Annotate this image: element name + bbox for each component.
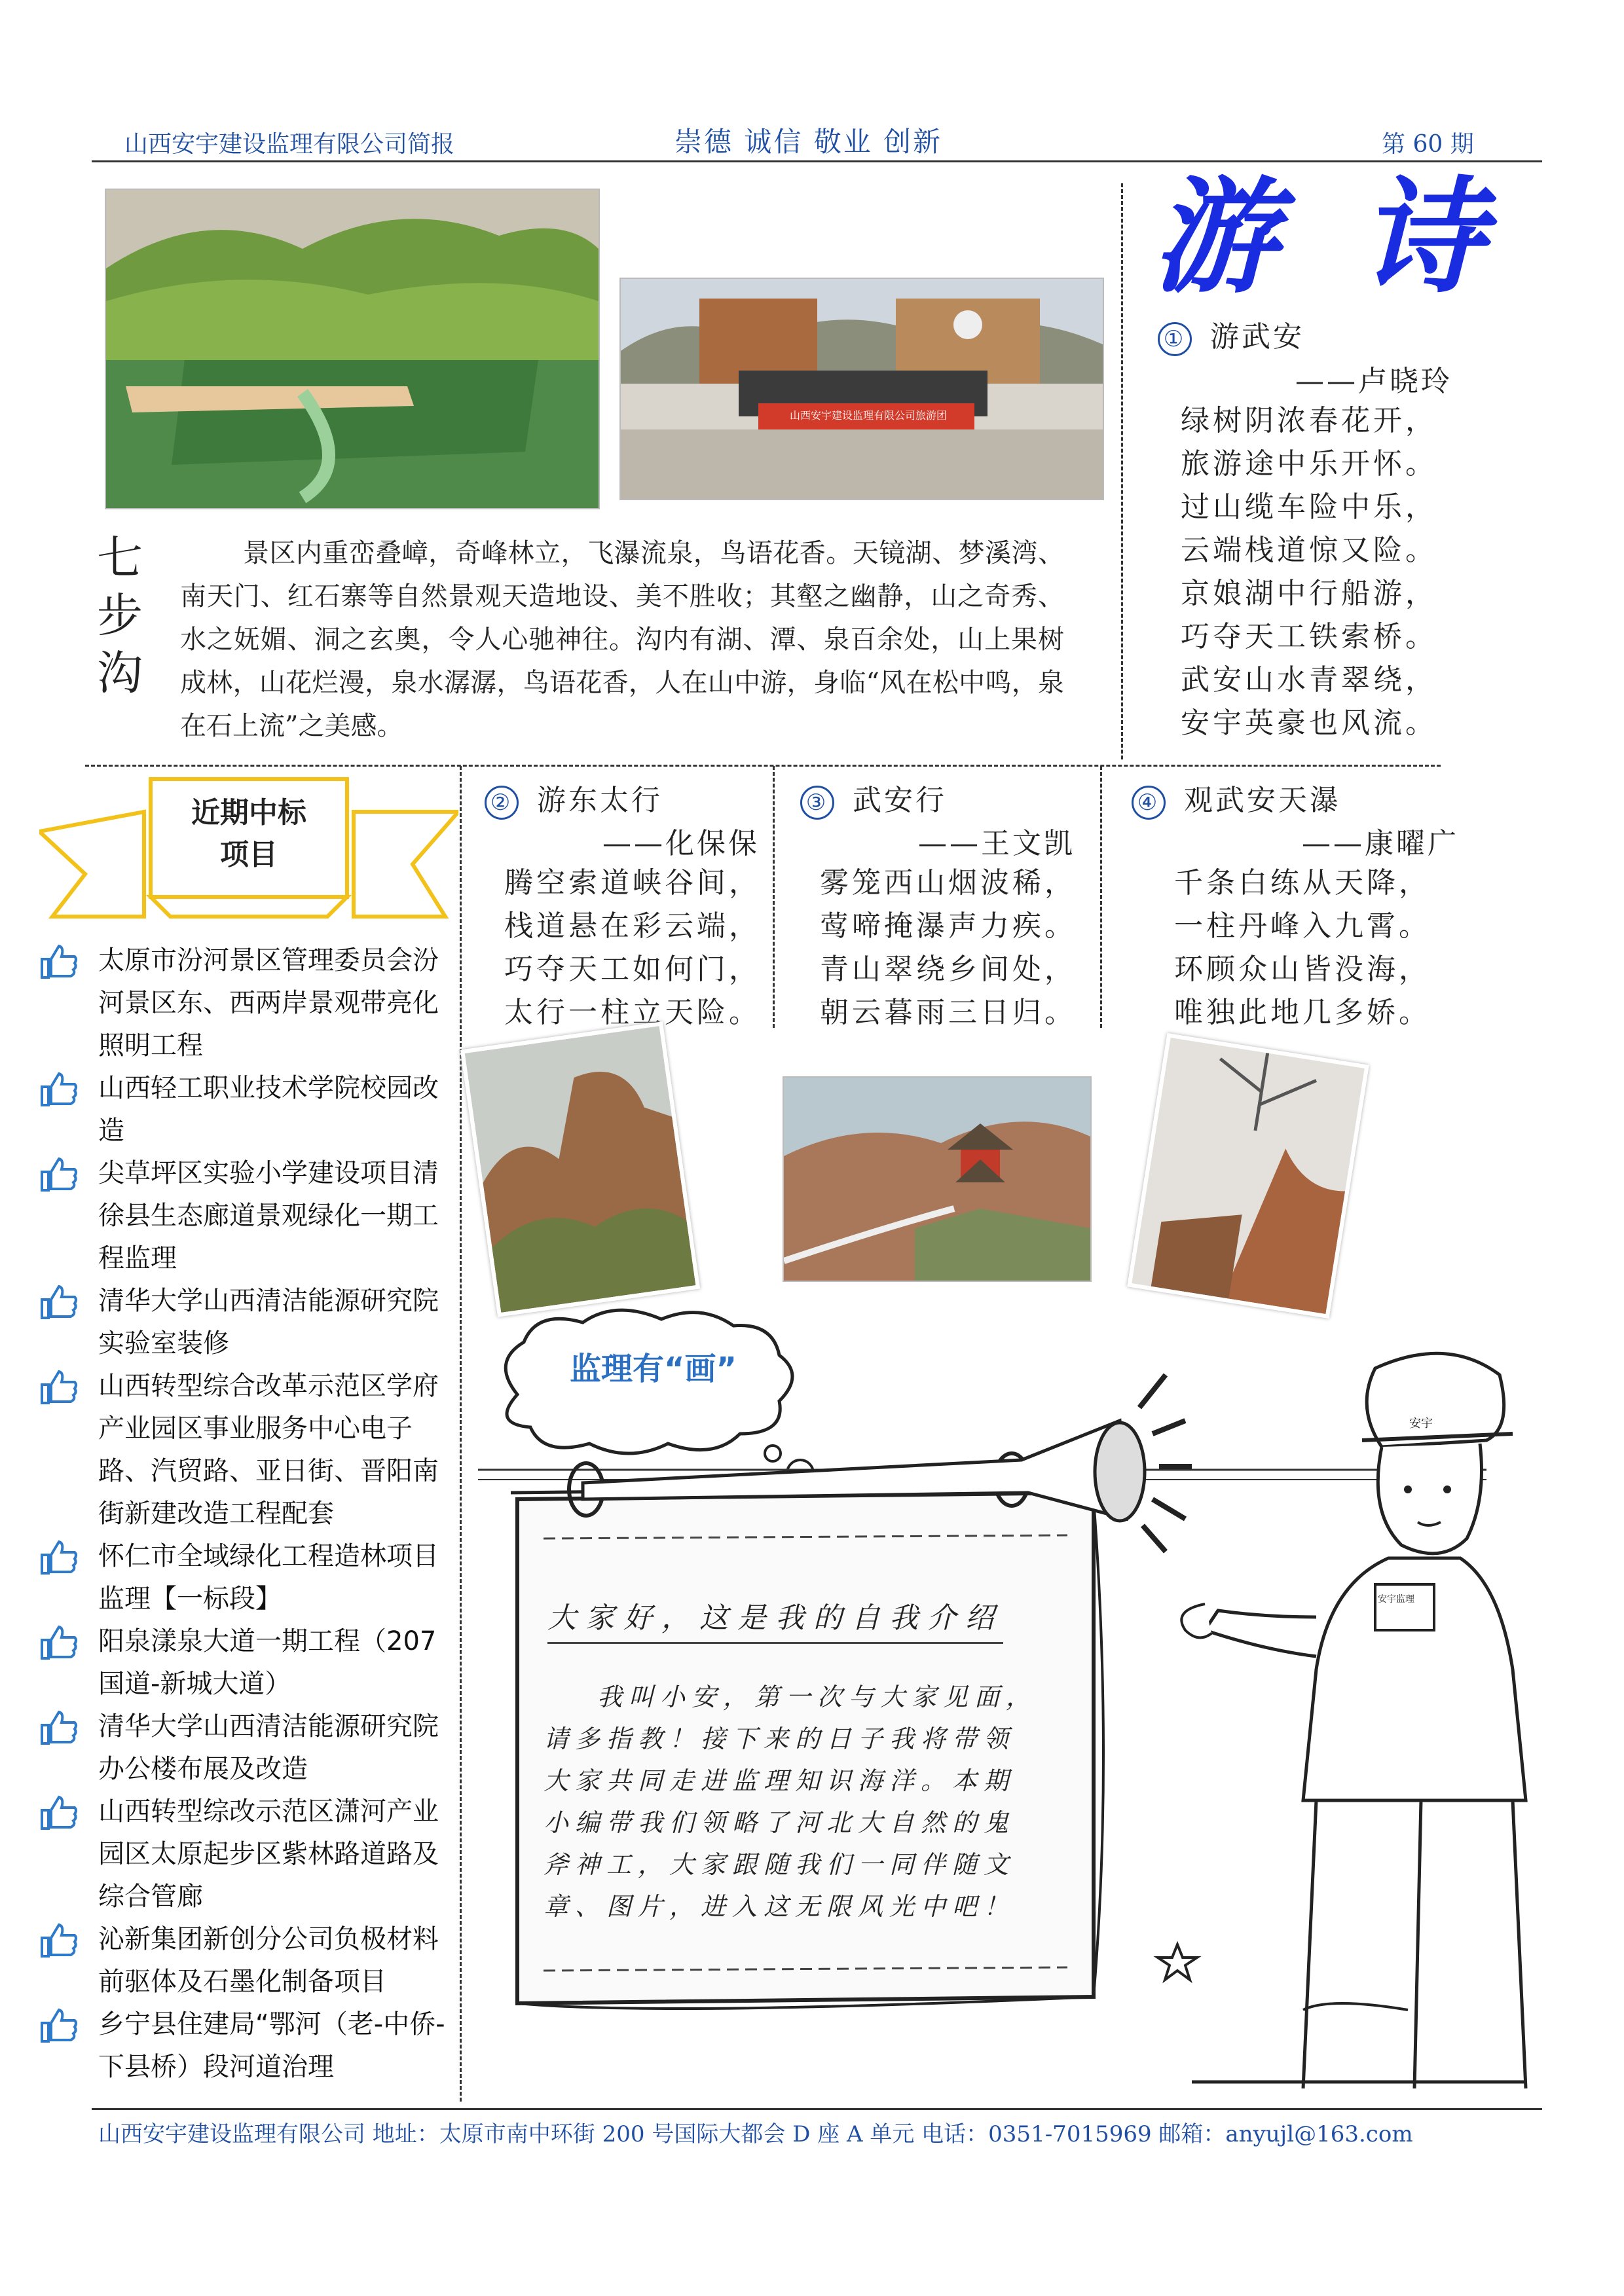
bid-item bbox=[39, 1791, 458, 1918]
poem-2-title bbox=[485, 776, 760, 820]
poem-3-title-text: 武安行 bbox=[853, 784, 947, 817]
poem-line: 千条白练从天降， bbox=[1174, 866, 1431, 900]
poem-line: 过山缆车险中乐， bbox=[1181, 490, 1437, 524]
comic-line: 我叫小安，第一次与大家见面， bbox=[597, 1683, 1038, 1711]
bid-item bbox=[39, 1918, 458, 2003]
poem-line: 雾笼西山烟波稀， bbox=[820, 866, 1077, 900]
thumbs-up-icon bbox=[39, 1284, 79, 1321]
header-motto: 崇德 诚信 敬业 创新 bbox=[674, 126, 943, 158]
poem-3-title bbox=[800, 776, 1075, 820]
waterfall-photo bbox=[1127, 1033, 1369, 1319]
travel-paragraph: 景区内重峦叠嶂，奇峰林立，飞瀑流泉，鸟语花香。天镜湖、梦溪湾、南天门、红石寨等自然景观天造地设、美不胜收；其壑之幽静，山之奇秀、水之妩媚、洞之玄奥，令人心驰神往。沟内有湖、潭、泉百余处，山上果树成林，山花烂漫，泉水潺潺，鸟语花香，人在山中游，身临“风在松中鸣，泉在石上流”之美感。 bbox=[180, 538, 1064, 741]
bid-item bbox=[39, 2003, 458, 2088]
bid-text: 乡宁县住建局“鄂河（老-中侨-下县桥）段河道治理 bbox=[98, 2009, 445, 2082]
comic-line: 大家共同走进监理知识海洋。本期 bbox=[544, 1766, 1016, 1795]
comic-intro-title: 大家好，这是我的自我介绍 bbox=[547, 1597, 1003, 1644]
poem-3-author: ——王文凯 bbox=[918, 826, 1075, 860]
poem-line: 青山翠绕乡间处， bbox=[820, 952, 1077, 986]
poem-1-title-text: 游武安 bbox=[1210, 320, 1304, 354]
poem-1 bbox=[1158, 313, 1452, 745]
poem-divider bbox=[1100, 766, 1102, 1028]
poetry-divider bbox=[1121, 183, 1123, 759]
bid-item bbox=[39, 1152, 458, 1280]
poem-line: 旅游途中乐开怀。 bbox=[1181, 446, 1437, 481]
helmet-label: 安宇 bbox=[1409, 1417, 1433, 1430]
thumbs-up-icon bbox=[39, 1922, 79, 1959]
poem-2-title-text: 游东太行 bbox=[537, 784, 663, 817]
bid-text: 尖草坪区实验小学建设项目清徐县生态廊道景观绿化一期工程监理 bbox=[98, 1158, 439, 1273]
thumbs-up-icon bbox=[39, 1539, 79, 1576]
poem-line: 京娘湖中行船游， bbox=[1181, 576, 1437, 610]
thumbs-up-icon bbox=[39, 1369, 79, 1406]
poem-line: 安宇英豪也风流。 bbox=[1181, 706, 1437, 740]
poem-4-title-text: 观武安天瀑 bbox=[1184, 784, 1341, 817]
section-divider bbox=[85, 765, 1441, 767]
poem-1-number: ① bbox=[1158, 322, 1192, 356]
poem-line: 栈道悬在彩云端， bbox=[504, 909, 761, 943]
poem-line: 环顾众山皆没海， bbox=[1174, 952, 1431, 986]
poem-4-title bbox=[1132, 776, 1459, 820]
thumbs-up-icon bbox=[39, 1709, 79, 1746]
bids-title-line: 近期中标 bbox=[191, 796, 306, 829]
header-rule bbox=[92, 160, 1542, 162]
footer-text: 山西安宇建设监理有限公司 地址：太原市南中环街 200 号国际大都会 D 座 A 单元 电话：0351-7015969 邮箱：anyujl@163.com bbox=[98, 2121, 1413, 2147]
poem-line: 腾空索道峡谷间， bbox=[504, 866, 761, 900]
cliff-photo bbox=[460, 1021, 700, 1317]
lake-photo bbox=[105, 189, 600, 509]
poem-4-author: ——康曜广 bbox=[1302, 826, 1459, 860]
comic-line: 小编带我们领略了河北大自然的鬼 bbox=[544, 1808, 1016, 1837]
comic-intro-text bbox=[544, 1676, 1080, 1927]
poem-line: 巧夺天工如何门， bbox=[504, 952, 761, 986]
bid-text: 清华大学山西清洁能源研究院实验室装修 bbox=[98, 1286, 439, 1358]
header-company: 山西安宇建设监理有限公司简报 bbox=[124, 131, 455, 158]
comic-cloud-title: 监理有“画” bbox=[570, 1351, 737, 1387]
poem-3-number: ③ bbox=[800, 786, 834, 820]
poem-line: 武安山水青翠绕， bbox=[1181, 663, 1437, 697]
poem-line: 唯独此地几多娇。 bbox=[1174, 995, 1431, 1029]
travel-title-char: 沟 bbox=[97, 646, 143, 700]
poem-line: 巧夺天工铁索桥。 bbox=[1181, 619, 1437, 653]
bid-text: 山西转型综改示范区潇河产业园区太原起步区紫林路道路及综合管廊 bbox=[98, 1796, 439, 1912]
thumbs-up-icon bbox=[39, 943, 79, 980]
poem-4-number: ④ bbox=[1132, 786, 1166, 820]
poem-1-author: ——卢晓玲 bbox=[1295, 364, 1452, 398]
poem-2-number: ② bbox=[485, 786, 519, 820]
bid-text: 阳泉漾泉大道一期工程（207国道-新城大道） bbox=[98, 1626, 437, 1699]
poem-2-author: ——化保保 bbox=[602, 826, 760, 860]
bid-item bbox=[39, 1535, 458, 1620]
poetry-heading: 游 诗 bbox=[1153, 164, 1504, 310]
poem-1-title bbox=[1158, 313, 1452, 356]
footer-rule bbox=[92, 2108, 1542, 2110]
thumbs-up-icon bbox=[39, 1071, 79, 1108]
thumbs-up-icon bbox=[39, 1624, 79, 1661]
bid-text: 清华大学山西清洁能源研究院办公楼布展及改造 bbox=[98, 1711, 439, 1784]
thumbs-up-icon bbox=[39, 1156, 79, 1193]
badge-label: 安宇监理 bbox=[1378, 1594, 1414, 1605]
bid-item bbox=[39, 1280, 458, 1365]
poem-divider bbox=[773, 766, 775, 1028]
bid-text: 山西轻工职业技术学院校园改造 bbox=[98, 1073, 439, 1146]
poem-line: 朝云暮雨三日归。 bbox=[820, 995, 1077, 1029]
pavilion-photo bbox=[783, 1076, 1092, 1282]
comic-line: 斧神工，大家跟随我们一同伴随文 bbox=[544, 1850, 1016, 1879]
bid-text: 太原市汾河景区管理委员会汾河景区东、西两岸景观带亮化照明工程 bbox=[98, 945, 439, 1061]
bid-text: 沁新集团新创分公司负极材料前驱体及石墨化制备项目 bbox=[98, 1924, 439, 1997]
poem-line: 绿树阴浓春花开， bbox=[1181, 403, 1437, 437]
bid-item bbox=[39, 1620, 458, 1705]
bid-item bbox=[39, 939, 458, 1067]
poem-4 bbox=[1132, 776, 1459, 1034]
group-photo bbox=[619, 278, 1104, 500]
poem-line: 莺啼掩瀑声力疾。 bbox=[820, 909, 1077, 943]
bid-item bbox=[39, 1365, 458, 1535]
poem-2 bbox=[485, 776, 760, 1034]
poem-line: 太行一柱立天险。 bbox=[504, 995, 761, 1029]
thumbs-up-icon bbox=[39, 1795, 79, 1831]
group-banner: 山西安宇建设监理有限公司旅游团 bbox=[789, 409, 947, 422]
bids-title bbox=[151, 792, 347, 876]
bid-item bbox=[39, 1705, 458, 1791]
bid-text: 怀仁市全域绿化工程造林项目监理【一标段】 bbox=[98, 1541, 439, 1614]
bids-banner bbox=[39, 773, 458, 930]
poem-divider bbox=[460, 766, 462, 2102]
bid-text: 山西转型综合改革示范区学府产业园区事业服务中心电子路、汽贸路、亚日街、晋阳南街新建改造工程配套 bbox=[98, 1371, 439, 1529]
header-issue: 第 60 期 bbox=[1382, 131, 1474, 158]
travel-title bbox=[97, 529, 149, 702]
travel-title-char: 七 bbox=[97, 531, 143, 585]
travel-title-char: 步 bbox=[97, 589, 143, 642]
poem-line: 云端栈道惊又险。 bbox=[1181, 533, 1437, 567]
thumbs-up-icon bbox=[39, 2007, 79, 2044]
bids-title-line: 项目 bbox=[220, 838, 278, 871]
comic-line: 章、图片，进入这无限风光中吧！ bbox=[544, 1892, 1016, 1921]
bid-item bbox=[39, 1067, 458, 1152]
comic-line: 请多指教！接下来的日子我将带领 bbox=[544, 1724, 1016, 1753]
poem-3 bbox=[800, 776, 1075, 1034]
poem-line: 一柱丹峰入九霄。 bbox=[1174, 909, 1431, 943]
